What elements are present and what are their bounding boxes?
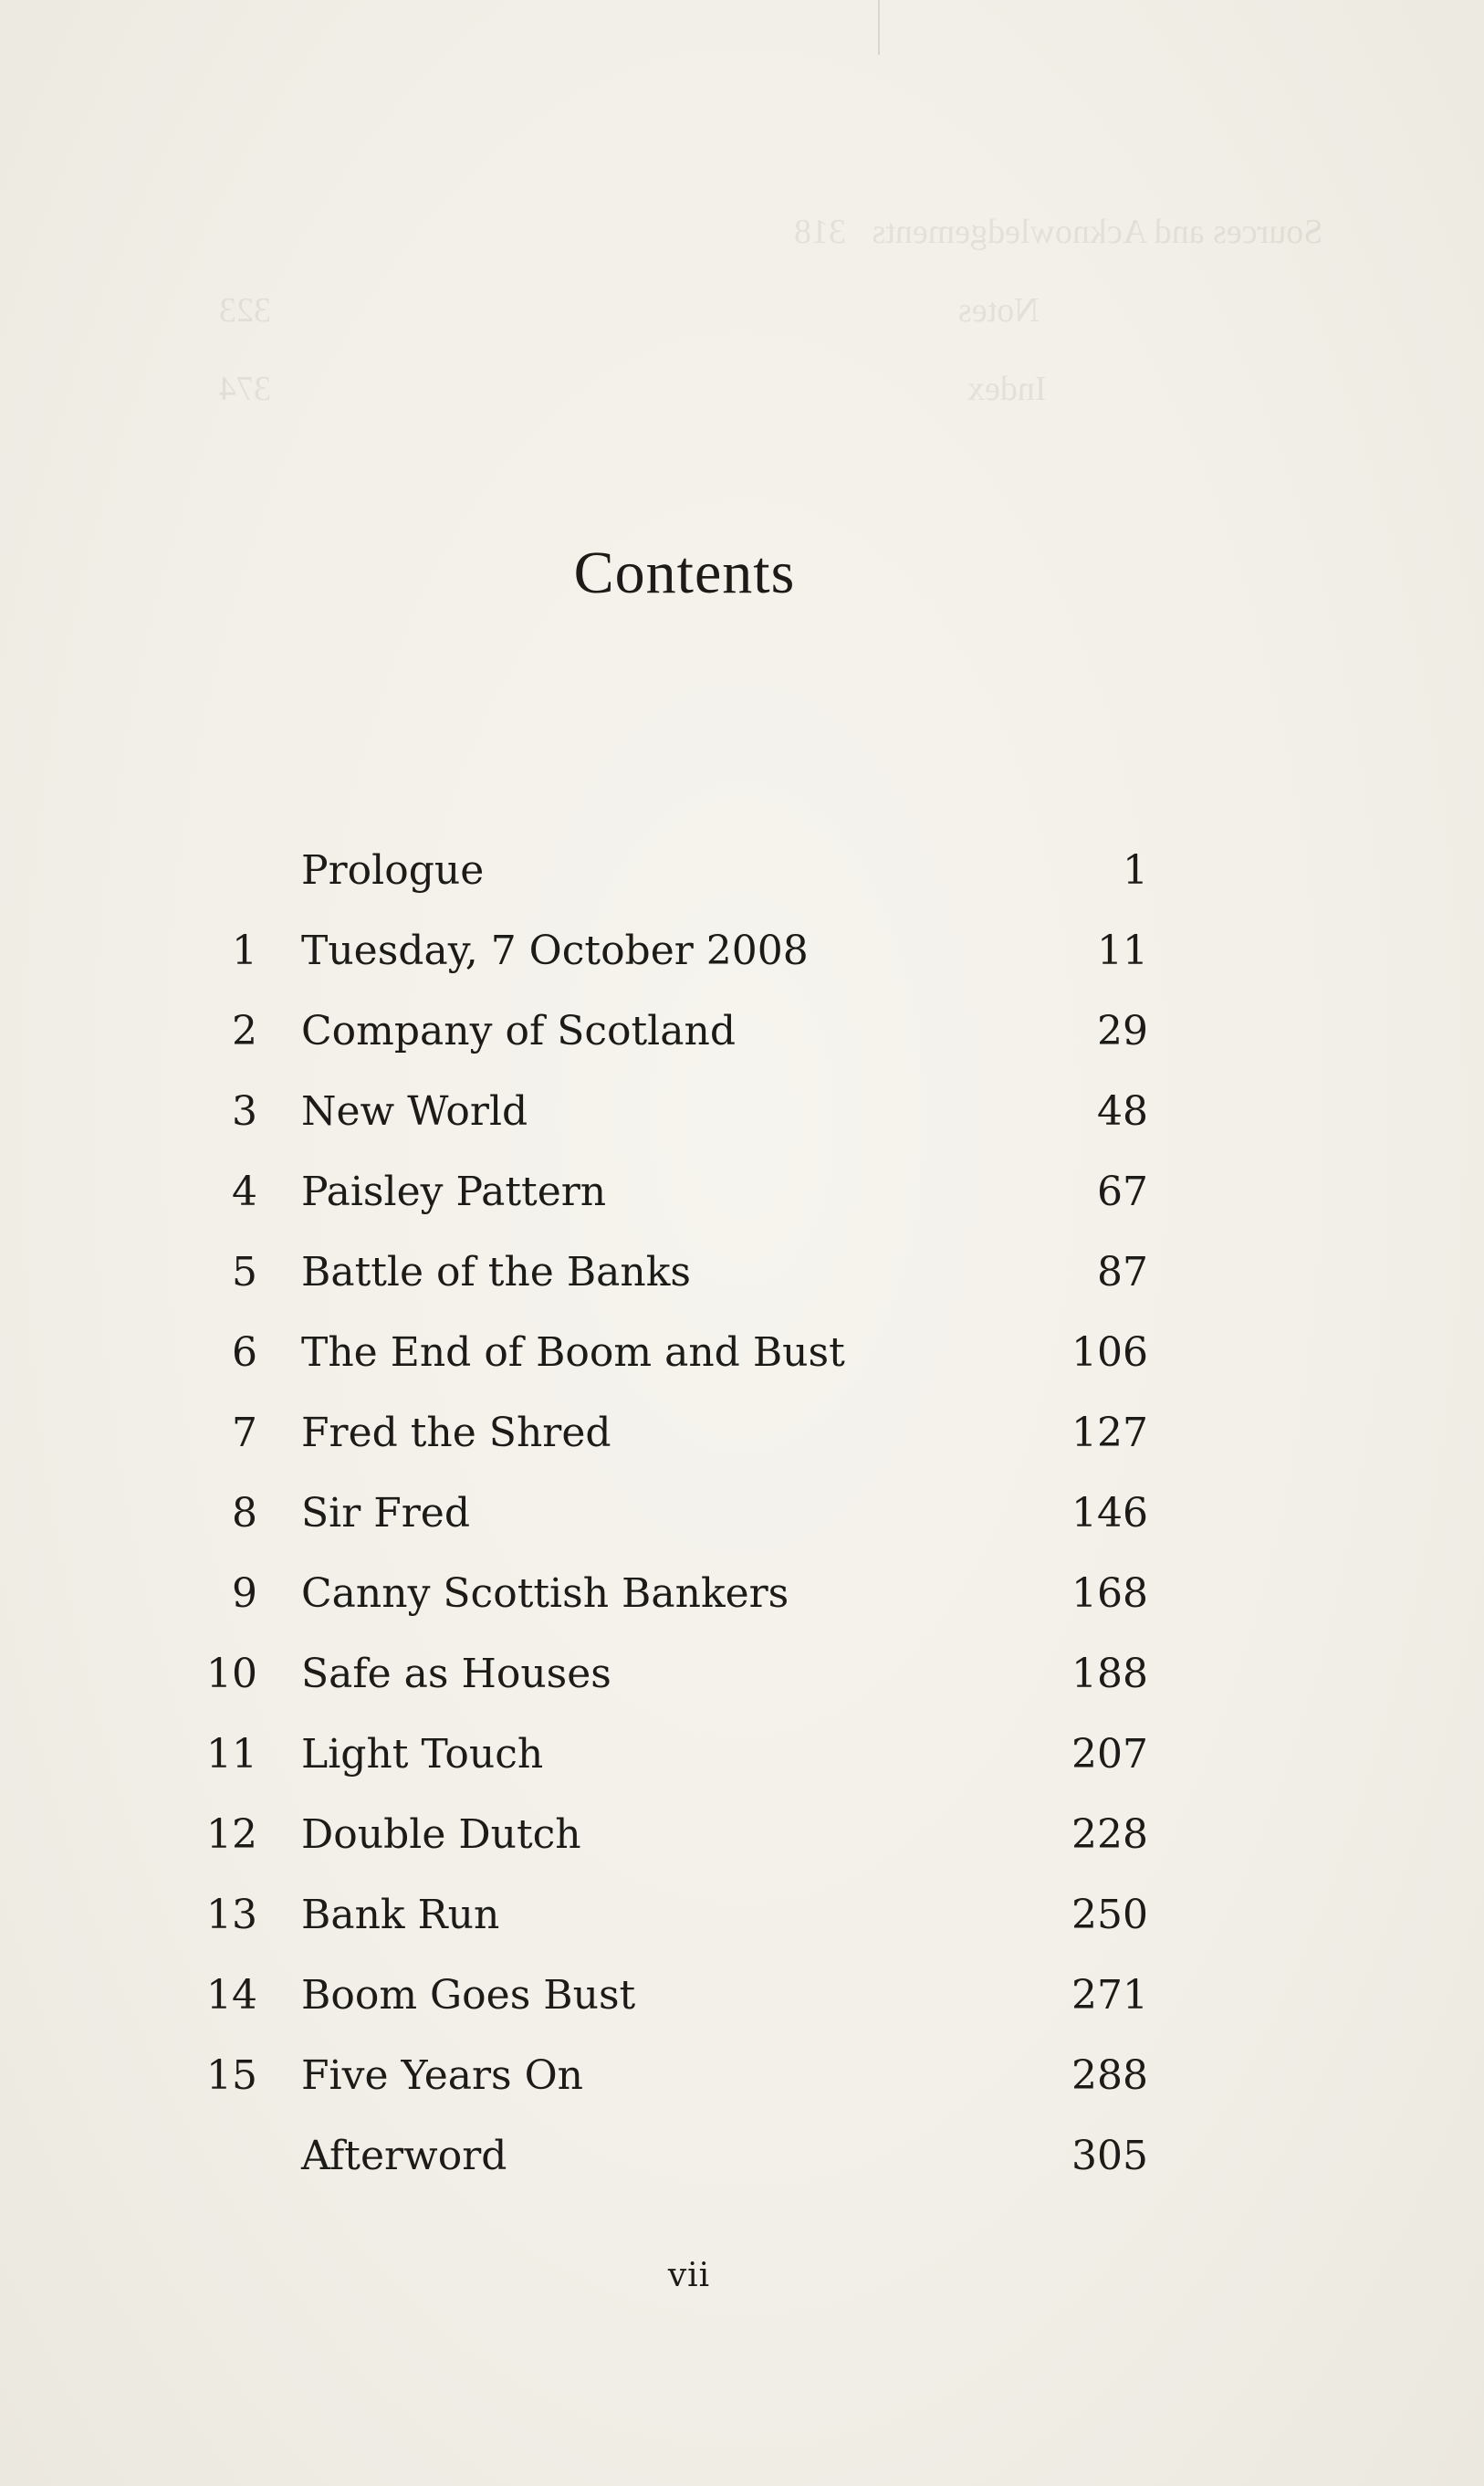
chapter-title: Boom Goes Bust xyxy=(301,1972,636,2019)
page-crease xyxy=(878,0,880,55)
page-title: Contents xyxy=(573,540,796,606)
toc-entry xyxy=(0,1634,1484,1715)
chapter-title: Five Years On xyxy=(301,2052,583,2099)
chapter-title: Prologue xyxy=(301,847,485,894)
show-through-line: 323 xyxy=(219,291,271,330)
toc-entry xyxy=(0,911,1484,991)
chapter-number: 11 xyxy=(206,1731,257,1778)
chapter-title: Bank Run xyxy=(301,1892,500,1938)
chapter-title: Safe as Houses xyxy=(301,1651,611,1697)
page-number: 228 xyxy=(1071,1811,1148,1858)
page-number: 87 xyxy=(1097,1249,1148,1295)
page-number: 146 xyxy=(1071,1490,1148,1537)
toc-entry xyxy=(0,1554,1484,1634)
page-number: 1 xyxy=(1123,847,1148,894)
toc-entry xyxy=(0,1393,1484,1474)
page-number: 271 xyxy=(1071,1972,1148,2019)
chapter-number: 4 xyxy=(232,1169,257,1215)
page-number: 188 xyxy=(1071,1651,1148,1697)
toc-entry xyxy=(0,991,1484,1072)
page-number: 11 xyxy=(1097,928,1148,974)
page-number: 207 xyxy=(1071,1731,1148,1778)
show-through-line: Notes xyxy=(958,291,1040,330)
toc-entry xyxy=(0,1715,1484,1795)
chapter-title: Battle of the Banks xyxy=(301,1249,691,1295)
page-number: 106 xyxy=(1071,1329,1148,1376)
chapter-number: 7 xyxy=(232,1410,257,1456)
chapter-number: 14 xyxy=(206,1972,257,2019)
chapter-number: 13 xyxy=(206,1892,257,1938)
chapter-title: Sir Fred xyxy=(301,1490,471,1537)
chapter-number: 15 xyxy=(206,2052,257,2099)
toc-entry xyxy=(0,831,1484,911)
page-number: 48 xyxy=(1097,1088,1148,1135)
chapter-title: New World xyxy=(301,1088,528,1135)
toc-entry xyxy=(0,1795,1484,1875)
page-number: 29 xyxy=(1097,1008,1148,1054)
toc-entry xyxy=(0,1875,1484,1956)
chapter-title: Company of Scotland xyxy=(301,1008,736,1054)
chapter-number: 9 xyxy=(232,1570,257,1617)
toc-entry xyxy=(0,2116,1484,2197)
chapter-number: 12 xyxy=(206,1811,257,1858)
page-number: 288 xyxy=(1071,2052,1148,2099)
toc-entry xyxy=(0,1072,1484,1152)
chapter-title: Canny Scottish Bankers xyxy=(301,1570,789,1617)
chapter-number: 1 xyxy=(232,928,257,974)
page-number: 67 xyxy=(1097,1169,1148,1215)
toc-entry xyxy=(0,1474,1484,1554)
show-through-line: Index xyxy=(967,370,1047,408)
toc-entry xyxy=(0,2036,1484,2116)
chapter-number: 5 xyxy=(232,1249,257,1295)
toc-entry xyxy=(0,1152,1484,1233)
show-through-line: 374 xyxy=(219,370,271,408)
page-number: 127 xyxy=(1071,1410,1148,1456)
page-number: 305 xyxy=(1071,2133,1148,2179)
chapter-number: 10 xyxy=(206,1651,257,1697)
chapter-title: Double Dutch xyxy=(301,1811,581,1858)
page-number: 250 xyxy=(1071,1892,1148,1938)
chapter-title: Tuesday, 7 October 2008 xyxy=(301,928,809,974)
toc-entry xyxy=(0,1956,1484,2036)
page-folio: vii xyxy=(667,2257,711,2294)
chapter-title: Afterword xyxy=(301,2133,507,2179)
chapter-number: 2 xyxy=(232,1008,257,1054)
chapter-title: Paisley Pattern xyxy=(301,1169,607,1215)
chapter-number: 8 xyxy=(232,1490,257,1537)
toc-entry xyxy=(0,1233,1484,1313)
chapter-title: Fred the Shred xyxy=(301,1410,611,1456)
chapter-title: The End of Boom and Bust xyxy=(301,1329,845,1376)
toc-entry xyxy=(0,1313,1484,1393)
show-through-line: Sources and Acknowledgements 318 xyxy=(794,213,1323,251)
chapter-number: 6 xyxy=(232,1329,257,1376)
page-number: 168 xyxy=(1071,1570,1148,1617)
chapter-number: 3 xyxy=(232,1088,257,1135)
chapter-title: Light Touch xyxy=(301,1731,544,1778)
